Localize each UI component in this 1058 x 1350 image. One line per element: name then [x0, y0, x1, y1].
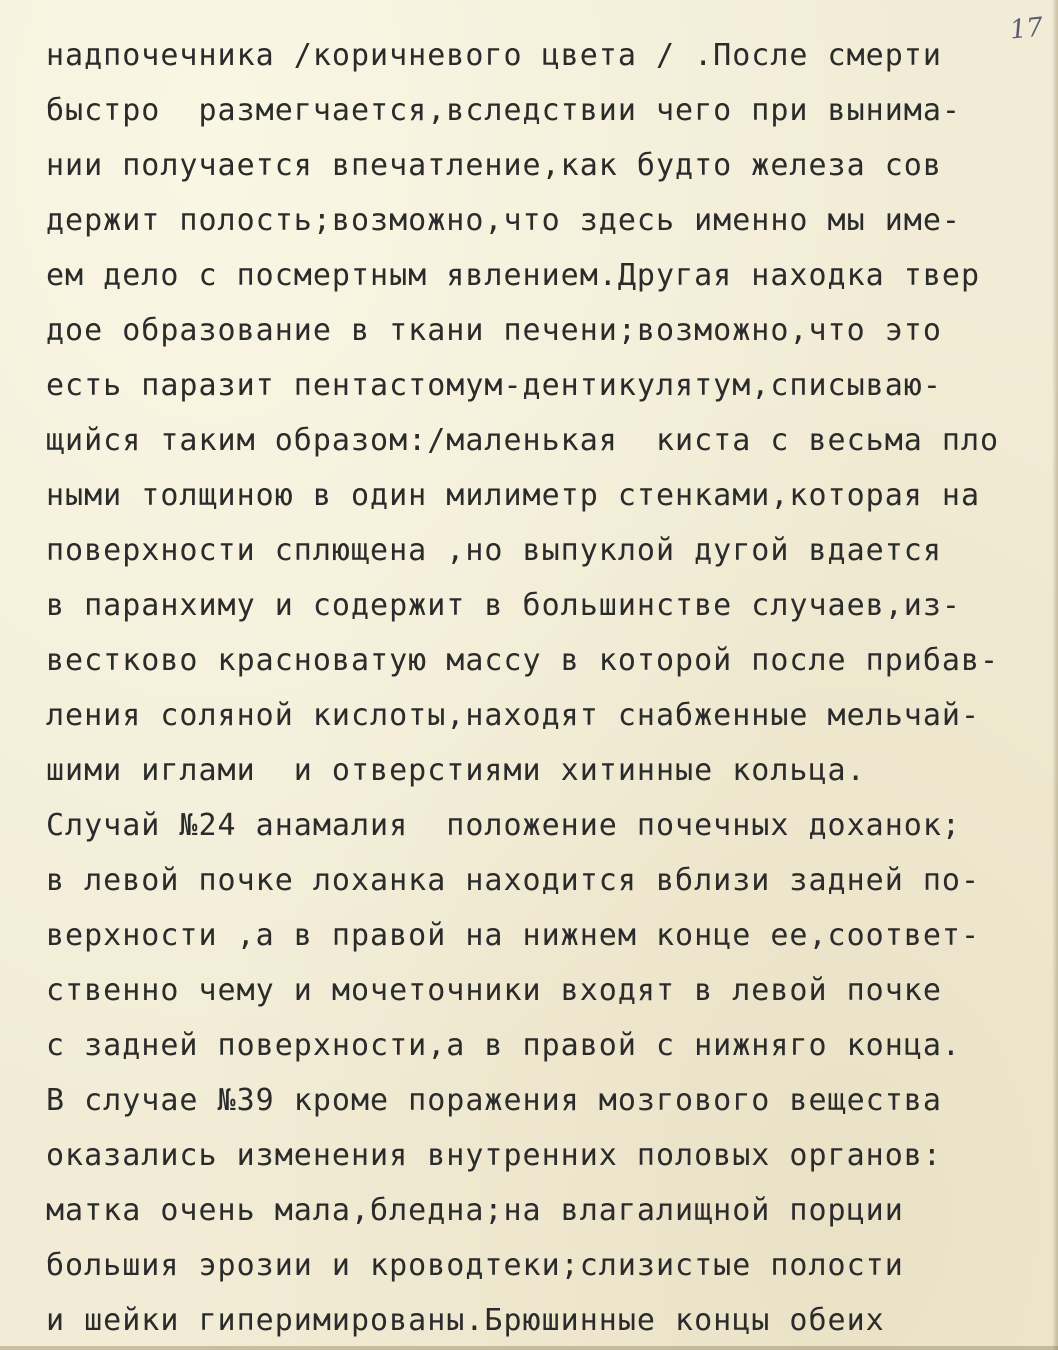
text-line: оказались изменения внутренних половых органов:	[46, 1138, 942, 1173]
text-line: ственно чему и мочеточники входят в левой почке	[46, 973, 942, 1008]
text-line: и шейки гиперимированы.Брюшинные концы обеих	[46, 1303, 885, 1338]
text-line: в левой почке лоханка находится вблизи задней по-	[46, 863, 981, 898]
text-line: быстро размегчается,вследствии чего при вынима-	[46, 93, 961, 128]
text-line: нии получается впечатление,как будто железа сов	[46, 148, 942, 183]
text-line: дое образование в ткани печени;возможно,что это	[46, 313, 942, 348]
text-body	[46, 28, 1056, 1348]
text-line: ем дело с посмертным явлением.Другая находка твер	[46, 258, 981, 293]
text-line: щийся таким образом:/маленькая киста с весьма пло	[46, 423, 1000, 458]
text-line: вестково красноватую массу в которой после прибав-	[46, 643, 1000, 678]
text-line: ными толщиною в один милиметр стенками,которая на	[46, 478, 981, 513]
text-line: с задней поверхности,а в правой с нижняго конца.	[46, 1028, 961, 1063]
text-line: в паранхиму и содержит в большинстве случаев,из-	[46, 588, 961, 623]
text-line: Случай №24 анамалия положение почечных доханок;	[46, 808, 961, 843]
text-line: большия эрозии и кроводтеки;слизистые полости	[46, 1248, 904, 1283]
text-line: В случае №39 кроме поражения мозгового вещества	[46, 1083, 942, 1118]
text-line: надпочечника /коричневого цвета / .После смерти	[46, 38, 942, 73]
handwritten-page-number: 17	[1008, 12, 1045, 46]
text-line: шими иглами и отверстиями хитинные кольца.	[46, 753, 866, 788]
text-line: ления соляной кислоты,находят снабженные мельчай-	[46, 698, 981, 733]
text-line: верхности ,а в правой на нижнем конце ее,соответ-	[46, 918, 981, 953]
text-line: есть паразит пентастомум-дентикулятум,списываю-	[46, 368, 942, 403]
text-line: поверхности сплющена ,но выпуклой дугой вдается	[46, 533, 942, 568]
text-line: держит полость;возможно,что здесь именно мы име-	[46, 203, 961, 238]
text-line: матка очень мала,бледна;на влагалищной порции	[46, 1193, 904, 1228]
